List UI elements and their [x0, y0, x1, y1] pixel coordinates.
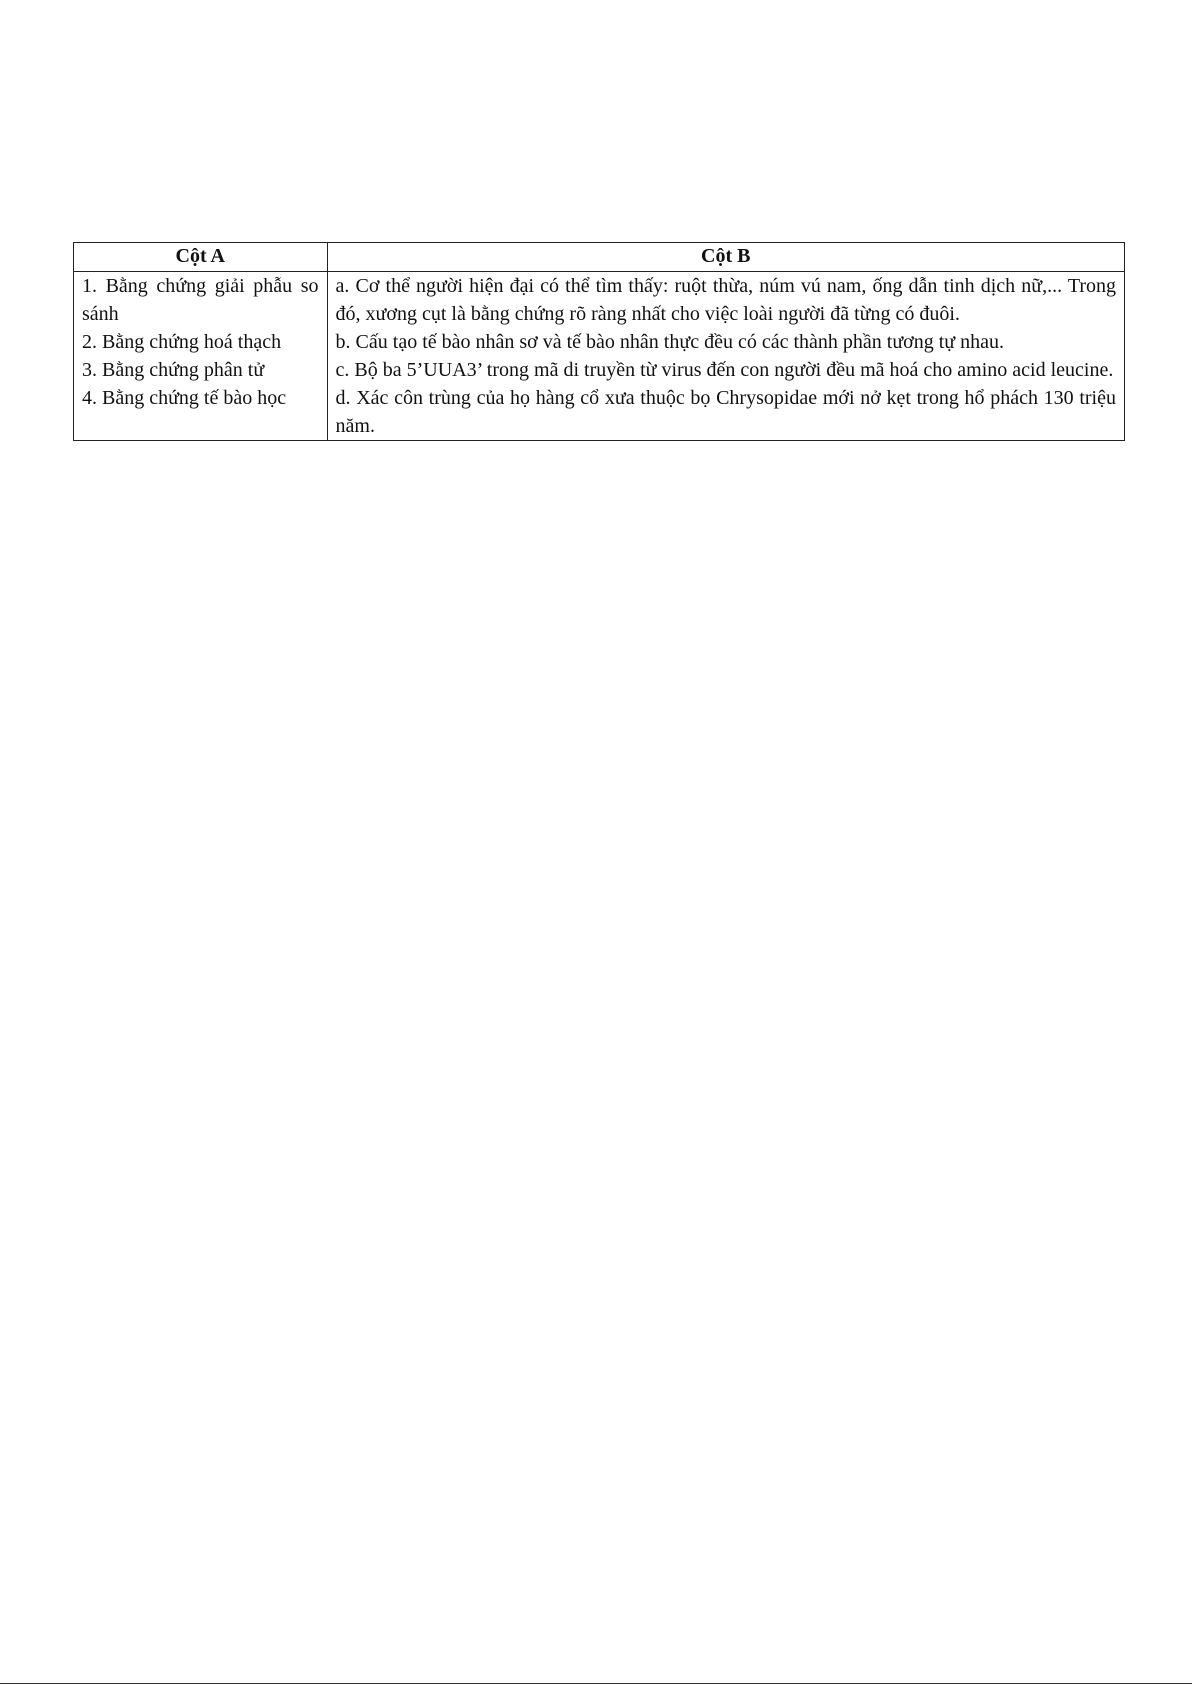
- column-b-item: c. Bộ ba 5’UUA3’ trong mã di truyền từ virus đến con người đều mã hoá cho amino acid leucine.: [335, 359, 1114, 381]
- column-a-item: 1. Bằng chứng giải phẫu so sánh: [82, 275, 319, 325]
- table-header-row: [74, 243, 1125, 272]
- page-bottom-rule: [0, 1683, 1192, 1684]
- column-b-item: b. Cấu tạo tế bào nhân sơ và tế bào nhân thực đều có các thành phần tương tự nhau.: [335, 331, 1005, 353]
- column-a-item: 2. Bằng chứng hoá thạch: [82, 331, 282, 353]
- table-body-row: [74, 272, 1125, 441]
- header-column-a: Cột A: [74, 243, 328, 272]
- column-a-cell: [74, 272, 328, 441]
- column-b-item: d. Xác côn trùng của họ hàng cổ xưa thuộc bọ Chrysopidae mới nở kẹt trong hổ phách 130 triệu năm.: [335, 387, 1116, 437]
- column-b-cell: [327, 272, 1124, 441]
- column-a-item: 4. Bằng chứng tế bào học: [82, 387, 287, 409]
- column-b-item: a. Cơ thể người hiện đại có thể tìm thấy: ruột thừa, núm vú nam, ống dẫn tinh dịch nữ,... Trong đó, xương cụt là bằng chứng rõ ràng nhất cho việc loài người đã từng có đuôi.: [335, 275, 1116, 325]
- matching-table: [73, 242, 1125, 441]
- column-a-item: 3. Bằng chứng phân tử: [82, 359, 265, 381]
- header-column-b: Cột B: [327, 243, 1124, 272]
